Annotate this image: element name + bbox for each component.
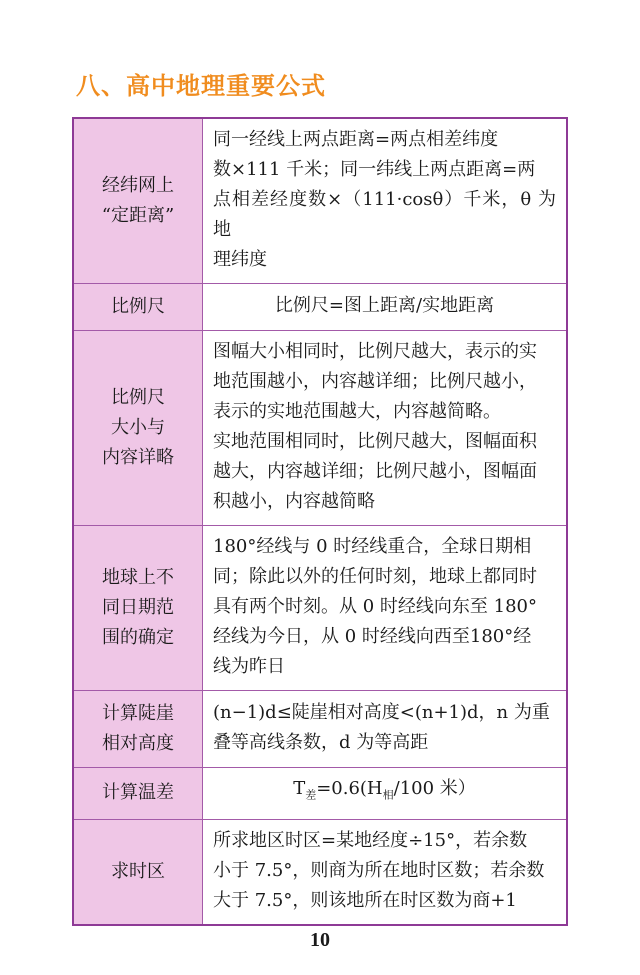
content-line: 表示的实地范围越大，内容越简略。	[213, 401, 501, 422]
content-line: 线为昨日	[213, 656, 285, 677]
content-line: 点相差经度数×（111·cosθ）千米，θ 为地	[213, 189, 556, 240]
label-line: 计算温差	[102, 782, 174, 804]
temperature-formula	[213, 774, 556, 811]
label-line: 内容详略	[102, 447, 174, 468]
content-line: 180°经线与 0 时经线重合，全球日期相	[213, 536, 532, 557]
formula-t: T	[293, 778, 306, 799]
row-label	[73, 331, 203, 526]
row-time-zone	[73, 819, 567, 925]
row-date-range	[73, 526, 567, 691]
content-line: 数×111 千米；同一纬线上两点距离=两	[213, 159, 536, 180]
label-line: 比例尺	[111, 387, 165, 408]
content-line: (n−1)d≤陡崖相对高度<(n+1)d，n 为重	[213, 702, 550, 723]
row-cliff-height	[73, 691, 567, 768]
label-line: 围的确定	[102, 627, 174, 648]
row-label	[73, 691, 203, 768]
content-line: 越大，内容越详细；比例尺越小，图幅面	[213, 461, 537, 482]
label-line: 经纬网上	[102, 175, 174, 196]
content-line: 大于 7.5°，则该地所在时区数为商+1	[213, 889, 517, 911]
formula-h-subscript: 相	[382, 788, 394, 802]
row-content	[203, 284, 568, 331]
label-line: 地球上不	[102, 567, 174, 588]
row-latlon-distance	[73, 118, 567, 284]
row-content	[203, 118, 568, 284]
row-label	[73, 118, 203, 284]
content-line: 小于 7.5°，则商为所在地时区数；若余数	[213, 859, 545, 881]
content-line: 实地范围相同时，比例尺越大，图幅面积	[213, 431, 537, 452]
formula-tail: /100 米）	[393, 778, 476, 799]
content-line: 积越小，内容越简略	[213, 491, 375, 512]
content-line: 叠等高线条数，d 为等高距	[213, 732, 429, 753]
section-title: 八、高中地理重要公式	[76, 72, 326, 100]
row-content	[203, 819, 568, 925]
content-line: 比例尺=图上距离/实地距离	[274, 295, 495, 316]
formula-t-subscript: 差	[305, 788, 317, 802]
content-line: 理纬度	[213, 249, 267, 270]
row-content	[203, 768, 568, 820]
page-number: 10	[310, 929, 330, 951]
row-label	[73, 768, 203, 820]
row-label	[73, 819, 203, 925]
row-scale-detail	[73, 331, 567, 526]
label-line: 大小与	[111, 417, 165, 438]
content-line: 地范围越小，内容越详细；比例尺越小，	[213, 371, 537, 392]
content-line: 同一经线上两点距离=两点相差纬度	[213, 129, 499, 150]
row-label	[73, 526, 203, 691]
content-line: 具有两个时刻。从 0 时经线向东至 180°	[213, 596, 537, 617]
label-line: 求时区	[111, 860, 165, 882]
row-content	[203, 691, 568, 768]
row-label	[73, 284, 203, 331]
content-line: 图幅大小相同时，比例尺越大，表示的实	[213, 341, 537, 362]
formula-table	[72, 117, 568, 926]
label-line: 同日期范	[102, 597, 174, 618]
row-temperature	[73, 768, 567, 820]
label-line: 比例尺	[111, 296, 165, 317]
content-line: 所求地区时区=某地经度÷15°，若余数	[213, 829, 528, 851]
label-line: 相对高度	[102, 733, 174, 754]
label-line: “定距离”	[101, 205, 175, 226]
row-scale	[73, 284, 567, 331]
label-line: 计算陡崖	[102, 703, 174, 724]
content-line: 经线为今日，从 0 时经线向西至180°经	[213, 626, 532, 647]
formula-middle: =0.6(H	[316, 778, 383, 799]
content-line: 同；除此以外的任何时刻，地球上都同时	[213, 566, 537, 587]
row-content	[203, 331, 568, 526]
row-content	[203, 526, 568, 691]
